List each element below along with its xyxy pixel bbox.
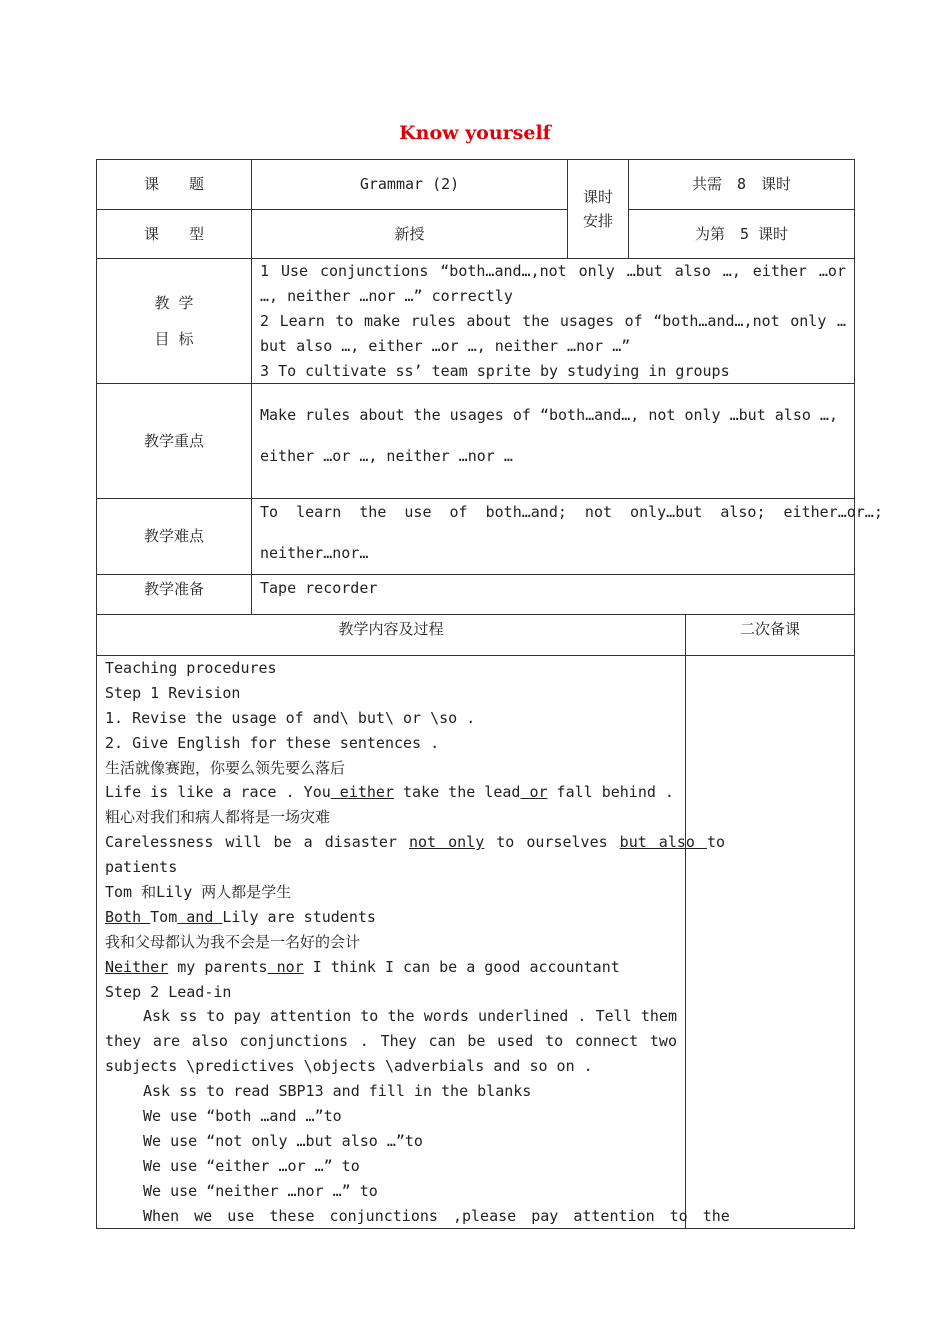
underlined-word: and [177, 907, 223, 926]
key-points-line1: Make rules about the usages of “both…and…, not only …but also …, [260, 406, 838, 424]
text-line [105, 830, 726, 855]
underlined-word: Neither [105, 957, 169, 976]
text-line: We use “not only …but also …”to [143, 1131, 423, 1150]
text-line: 粗心对我们和病人都将是一场灾难 [105, 808, 331, 827]
total-hours: 共需 8 课时 [691, 175, 792, 193]
text-span: fall behind . [547, 783, 674, 802]
text-span: Tom [150, 907, 178, 926]
text-line [105, 780, 677, 805]
underlined-word: Both [105, 907, 151, 926]
goals-content [260, 259, 846, 384]
text-line [105, 955, 677, 980]
text-line: We use “both …and …”to [143, 1107, 342, 1126]
text-line: Step 1 Revision [105, 683, 241, 702]
divider [685, 614, 686, 1229]
preparation-value: Tape recorder [260, 579, 378, 597]
text-line: Step 2 Lead-in [105, 982, 232, 1001]
text-span: my parents [168, 957, 268, 976]
text-line: 生活就像赛跑，你要么领先要么落后 [105, 758, 346, 777]
text-span: Lily are students [222, 907, 376, 926]
text-line: Tom 和Lily 两人都是学生 [105, 883, 292, 902]
topic-label: 课 题 [143, 175, 204, 193]
goal-item: 3 To cultivate ss’ team sprite by studying in groups [260, 361, 730, 380]
goals-label [97, 259, 251, 383]
goals-label-line1: 教 学 [154, 294, 194, 312]
text-span: take the lead [394, 783, 521, 802]
underlined-word: nor [267, 957, 304, 976]
underlined-word: or [520, 783, 548, 802]
text-line: 我和父母都认为我不会是一名好的会计 [105, 932, 361, 951]
underlined-word: not only [408, 833, 485, 852]
preparation-label: 教学准备 [143, 579, 204, 598]
goal-item: 2 Learn to make rules about the usages of “both…and…,not only …but also …, either …or …, neither …nor …” [260, 311, 846, 355]
text-span: to [706, 833, 726, 852]
current-hour: 为第 5 课时 [694, 224, 789, 243]
page-title: Know yourself [399, 122, 551, 144]
difficulties-label: 教学难点 [143, 527, 204, 545]
text-line: We use “neither …nor …” to [143, 1181, 378, 1200]
topic-value: Grammar (2) [359, 175, 460, 193]
text-line: Teaching procedures [105, 659, 277, 677]
process-header: 教学内容及过程 [338, 619, 444, 638]
type-label: 课 型 [143, 224, 204, 243]
text-line [105, 905, 677, 930]
difficulties-line2: neither…nor… [260, 544, 369, 562]
text-line: 1. Revise the usage of and\ but\ or \so . [105, 708, 476, 727]
underlined-word: either [330, 783, 394, 802]
schedule-label [568, 160, 628, 258]
difficulties-line1: To learn the use of both…and; not only…but also; either…or…; [260, 503, 883, 521]
text-line: 2. Give English for these sentences . [105, 733, 440, 752]
text-span: I think I can be a good accountant [303, 957, 620, 976]
text-line: When we use these conjunctions ,please pay attention to the [143, 1206, 730, 1225]
key-points-line2: either …or …, neither …nor … [260, 447, 513, 465]
schedule-label-text: 课时安排 [582, 188, 613, 230]
process-content [105, 656, 730, 1229]
text-line: We use “either …or …” to [143, 1156, 360, 1175]
revision-header: 二次备课 [739, 619, 800, 638]
goal-item: 1 Use conjunctions “both…and…,not only …but also …, either …or …, neither …nor …” correctly [260, 262, 846, 305]
goals-label-line2: 目 标 [154, 330, 194, 348]
key-points-label: 教学重点 [143, 431, 204, 450]
text-line: patients [105, 858, 178, 877]
text-span: to ourselves [484, 833, 620, 852]
text-span: Life is like a race . You [105, 783, 331, 802]
paragraph: Ask ss to pay attention to the words underlined . Tell them they are also conjunctions . They can be used to connect two subjects \predictives \objects \adverbials and so on . [105, 1007, 677, 1076]
text-line: Ask ss to read SBP13 and fill in the blanks [143, 1082, 532, 1101]
underlined-word: but also [619, 833, 707, 852]
type-value: 新授 [394, 224, 425, 243]
text-span: Carelessness will be a disaster [105, 833, 409, 852]
